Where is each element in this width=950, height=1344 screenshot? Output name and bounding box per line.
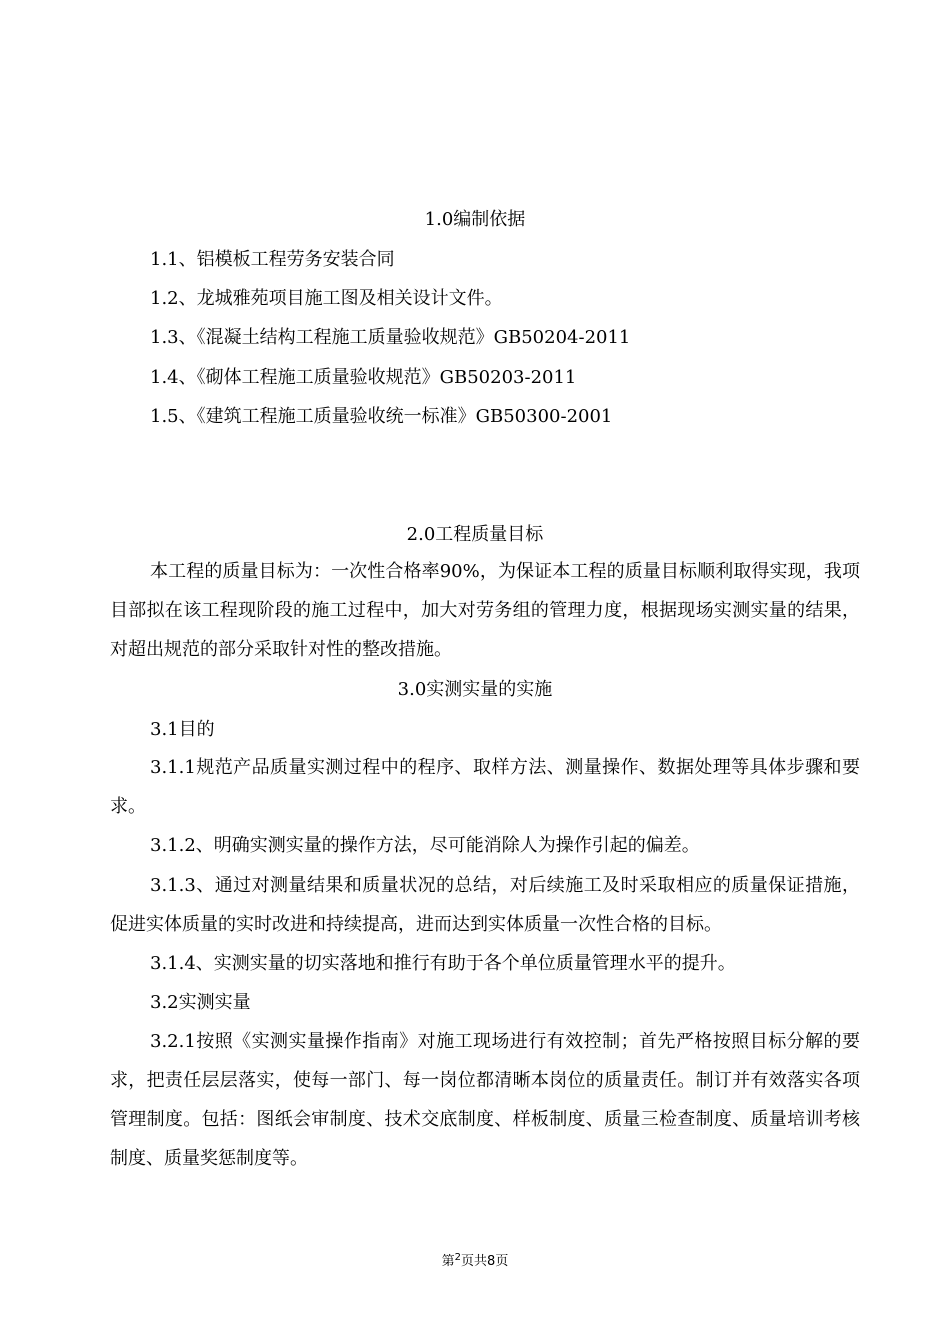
basis-item-4: 1.4、《砌体工程施工质量验收规范》GB50203-2011 xyxy=(150,367,577,388)
total-pages-number: 8 xyxy=(487,1254,496,1269)
paragraph-3-1-1: 3.1.1规范产品质量实测过程中的程序、取样方法、测量操作、数据处理等具体步骤和要求。 xyxy=(110,757,860,817)
current-page-number: 2 xyxy=(454,1252,462,1263)
section-3-title: 3.0实测实量的实施 xyxy=(397,679,553,700)
paragraph-3-1-4: 3.1.4、实测实量的切实落地和推行有助于各个单位质量管理水平的提升。 xyxy=(150,953,736,974)
section-2-title: 2.0工程质量目标 xyxy=(406,524,544,545)
footer-middle: 页共 xyxy=(461,1254,488,1269)
basis-item-2: 1.2、龙城雅苑项目施工图及相关设计文件。 xyxy=(150,288,503,309)
page-footer xyxy=(0,1248,950,1272)
section-1-title: 1.0编制依据 xyxy=(424,209,526,230)
basis-item-1: 1.1、铝模板工程劳务安装合同 xyxy=(150,249,395,270)
basis-item-3: 1.3、《混凝土结构工程施工质量验收规范》GB50204-2011 xyxy=(150,327,631,348)
basis-item-5: 1.5、《建筑工程施工质量验收统一标准》GB50300-2001 xyxy=(150,406,613,427)
quality-goal-paragraph: 本工程的质量目标为：一次性合格率90%，为保证本工程的质量目标顺利取得实现，我项目部拟在该工程现阶段的施工过程中，加大对劳务组的管理力度，根据现场实测实量的结果，对超出规范的部分采取针对性的整改措施。 xyxy=(110,561,860,660)
footer-suffix: 页 xyxy=(495,1254,509,1269)
subsection-3-1-title: 3.1目的 xyxy=(150,719,215,740)
paragraph-3-1-2: 3.1.2、明确实测实量的操作方法，尽可能消除人为操作引起的偏差。 xyxy=(150,835,700,856)
paragraph-3-2-1: 3.2.1按照《实测实量操作指南》对施工现场进行有效控制；首先严格按照目标分解的要求，把责任层层落实，使每一部门、每一岗位都清晰本岗位的质量责任。制订并有效落实各项管理制度。包括：图纸会审制度、技术交底制度、样板制度、质量三检查制度、质量培训考核制度、质量奖惩制度等。 xyxy=(110,1031,860,1169)
footer-prefix: 第 xyxy=(441,1254,455,1269)
paragraph-3-1-3: 3.1.3、通过对测量结果和质量状况的总结，对后续施工及时采取相应的质量保证措施，促进实体质量的实时改进和持续提高，进而达到实体质量一次性合格的目标。 xyxy=(110,875,860,935)
subsection-3-2-title: 3.2实测实量 xyxy=(150,992,251,1013)
